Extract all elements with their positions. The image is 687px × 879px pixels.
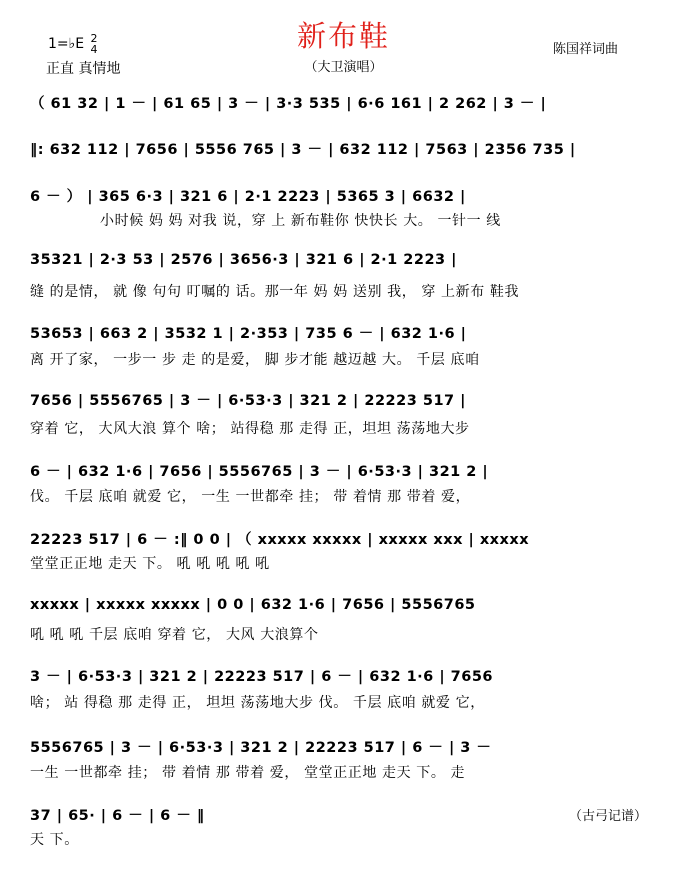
- notation-row-3: 6 － ） | 365 6·3 | 321 6 | 2·1 2223 | 5365 3 | 6632 |: [30, 189, 466, 205]
- key-signature: [48, 33, 98, 55]
- notation-row-10: 3 － | 6·53·3 | 321 2 | 22223 517 | 6 － | 632 1·6 | 7656: [30, 669, 494, 685]
- notation-row-9: xxxxx | xxxxx xxxxx | 0 0 | 632 1·6 | 7656 | 5556765: [30, 597, 476, 613]
- notation-row-5: 53653 | 663 2 | 3532 1 | 2·353 | 735 6 － | 632 1·6 |: [30, 326, 467, 342]
- composer-credit: 陈国祥词曲: [553, 42, 619, 57]
- performer-subtitle: （大卫演唱）: [304, 60, 383, 75]
- lyrics-row-10: 啥； 站 得稳 那 走得 正， 坦坦 荡荡地大步 伐。 千层 底咱 就爱 它，: [30, 695, 485, 711]
- notation-row-12: 37 | 65· | 6 － | 6 － ‖: [30, 808, 205, 824]
- lyrics-row-12: 天 下。: [30, 832, 79, 848]
- lyrics-row-4: 缝 的是情， 就 像 句句 叮嘱的 话。那一年 妈 妈 送别 我， 穿 上新布 鞋我: [30, 284, 520, 300]
- lyrics-row-9: 吼 吼 吼 千层 底咱 穿着 它， 大风 大浪算个: [30, 627, 319, 643]
- tempo-marking: 正直 真情地: [46, 61, 121, 77]
- song-title: 新布鞋: [296, 19, 390, 53]
- notation-row-1: （ 61 32 | 1 － | 61 65 | 3 － | 3·3 535 | 6·6 161 | 2 262 | 3 － |: [30, 96, 547, 112]
- notation-row-11: 5556765 | 3 － | 6·53·3 | 321 2 | 22223 517 | 6 － | 3 －: [30, 740, 492, 756]
- notation-row-4: 35321 | 2·3 53 | 2576 | 3656·3 | 321 6 | 2·1 2223 |: [30, 252, 457, 268]
- time-signature: [91, 33, 98, 55]
- lyrics-row-8: 堂堂正正地 走天 下。 吼 吼 吼 吼 吼: [30, 556, 270, 572]
- lyrics-row-3: 小时候 妈 妈 对我 说，穿 上 新布鞋你 快快长 大。 一针一 线: [100, 213, 501, 229]
- key-text: 1=♭E: [48, 36, 85, 52]
- lyrics-row-5: 离 开了家， 一步一 步 走 的是爱， 脚 步才能 越迈越 大。 千层 底咱: [30, 352, 480, 368]
- lyrics-row-11: 一生 一世都牵 挂； 带 着情 那 带着 爱， 堂堂正正地 走天 下。 走: [30, 765, 466, 781]
- lyrics-row-6: 穿着 它， 大风大浪 算个 啥； 站得稳 那 走得 正，坦坦 荡荡地大步: [30, 421, 470, 437]
- time-bottom: 4: [90, 43, 98, 56]
- notation-row-8: 22223 517 | 6 － :‖ 0 0 | （ xxxxx xxxxx | xxxxx xxx | xxxxx: [30, 532, 530, 548]
- lyrics-row-7: 伐。 千层 底咱 就爱 它， 一生 一世都牵 挂； 带 着情 那 带着 爱，: [30, 489, 471, 505]
- notation-row-7: 6 － | 632 1·6 | 7656 | 5556765 | 3 － | 6·53·3 | 321 2 |: [30, 464, 489, 480]
- time-top: 2: [90, 32, 98, 45]
- notation-row-6: 7656 | 5556765 | 3 － | 6·53·3 | 321 2 | 22223 517 |: [30, 393, 466, 409]
- transcriber-credit: （古弓记谱）: [569, 809, 648, 824]
- notation-row-2: ‖: 632 112 | 7656 | 5556 765 | 3 － | 632 112 | 7563 | 2356 735 |: [30, 142, 576, 158]
